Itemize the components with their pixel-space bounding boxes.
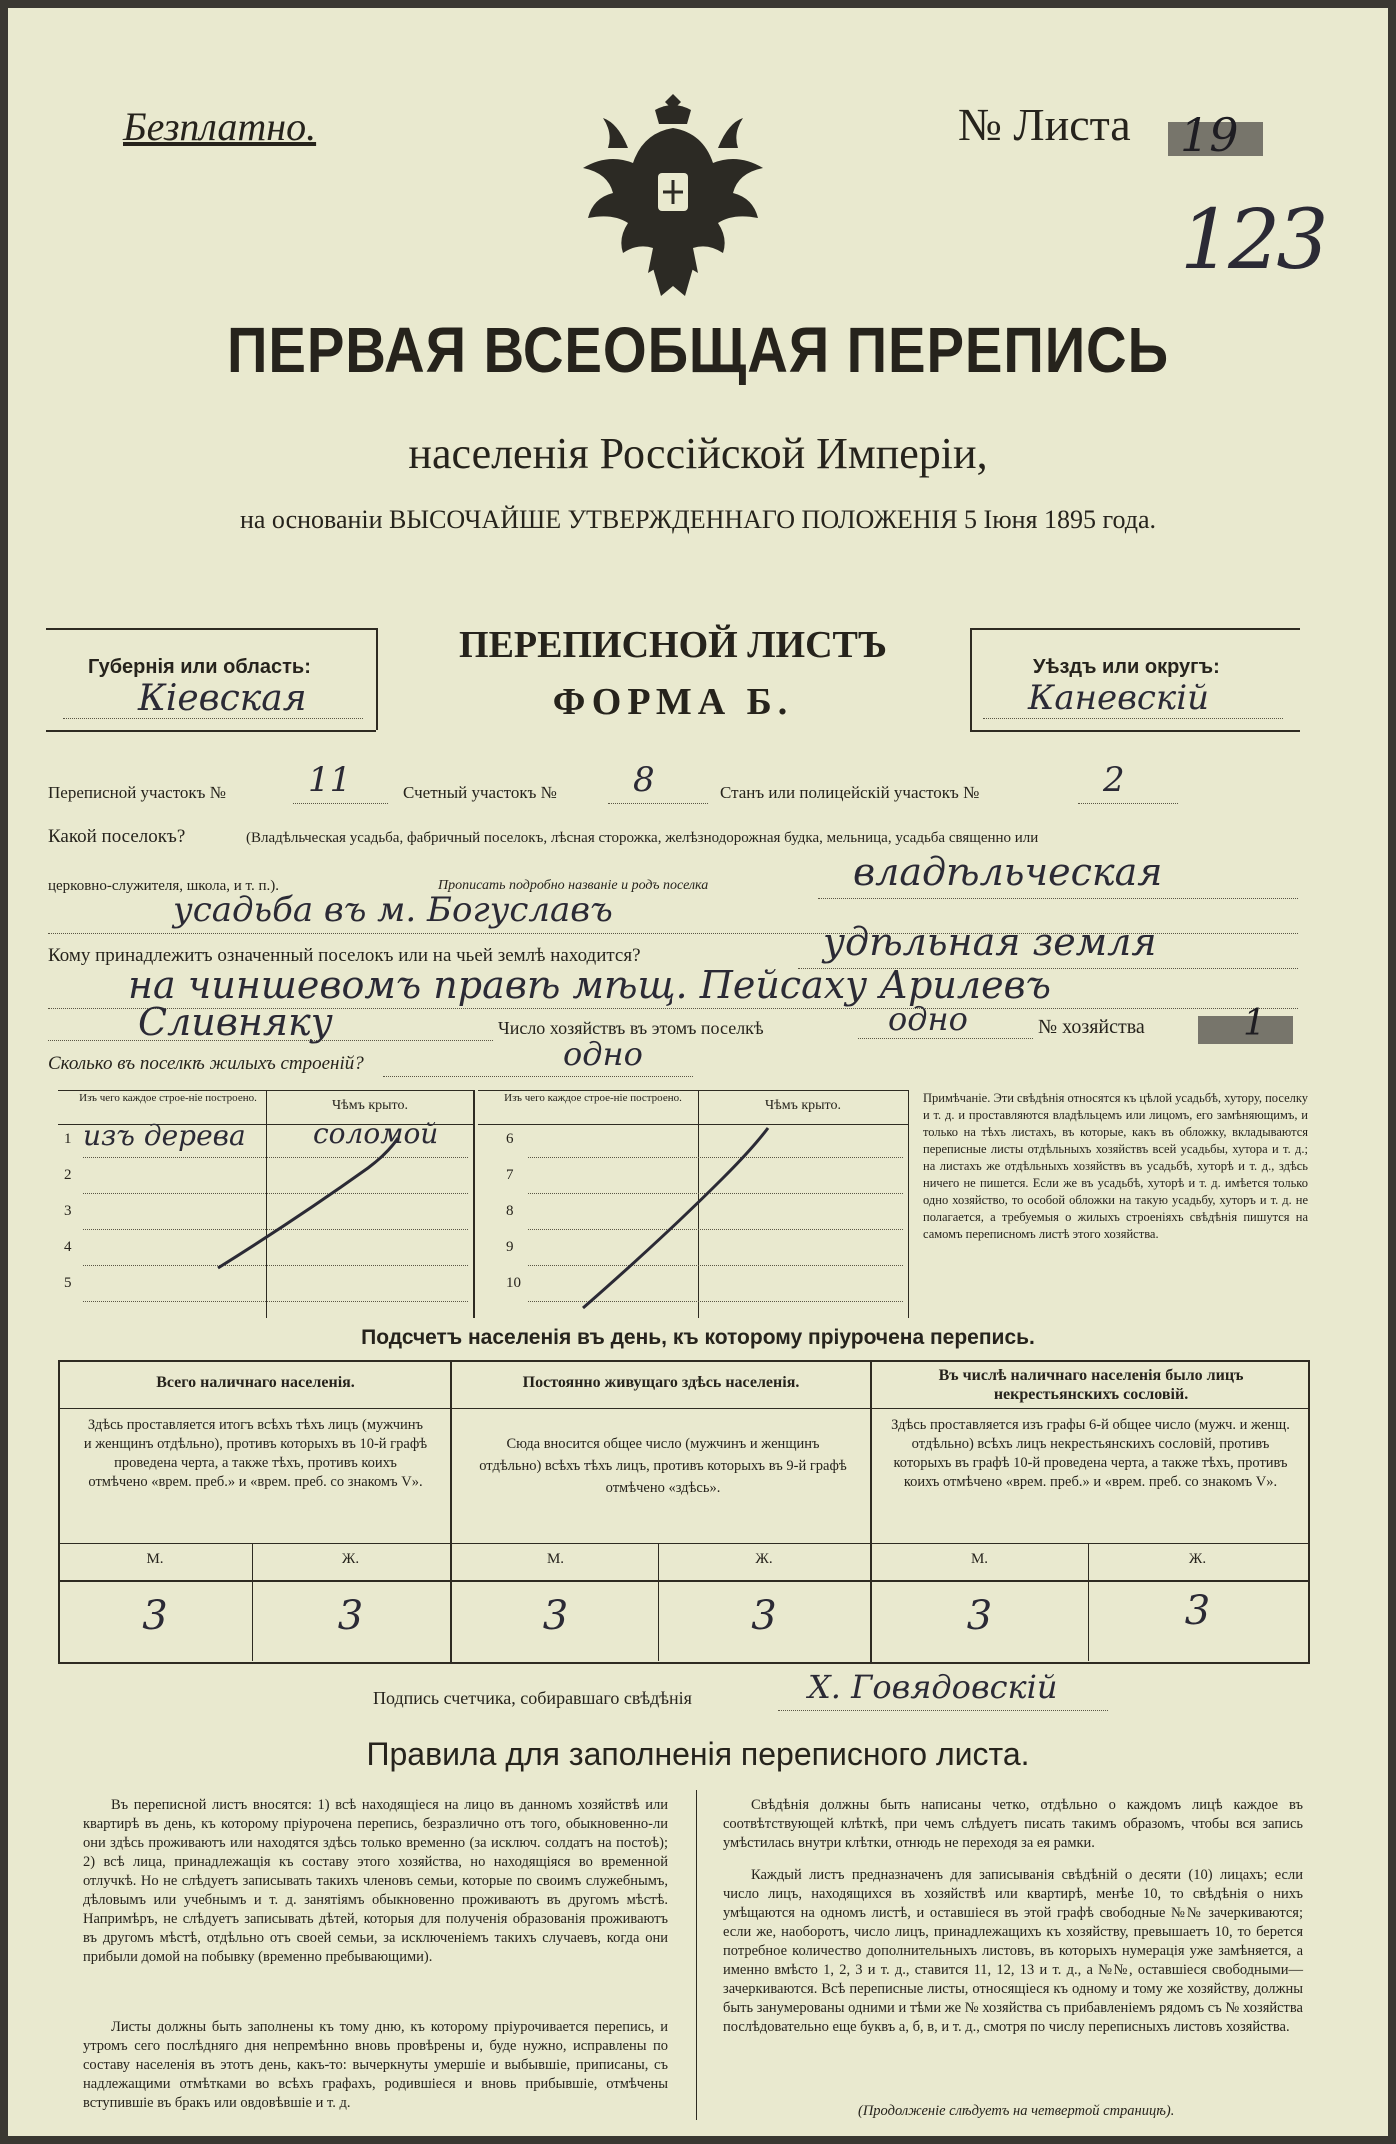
pop-m-1: М. [146,1551,164,1567]
settlement-value-1: владѣльческая [853,850,1163,894]
bt-right-row-number: 7 [506,1167,514,1183]
pop-div-1 [450,1360,452,1662]
archive-number: 123 [1180,193,1325,288]
population-heading: Подсчетъ населенія въ день, къ которому пріурочена перепись. [361,1326,1035,1349]
pop-zh-3: Ж. [1188,1551,1207,1567]
pop-value-6: 3 [1184,1588,1211,1634]
free-label: Безплатно. [123,104,317,149]
form-type: ФОРМА Б. [552,681,794,723]
pop-sub-2 [658,1543,659,1661]
pop-value-2: 3 [337,1593,364,1639]
pop-col3-text: Здѣсь проставляется изъ графы 6-й общее число (мужч. и женщ. отдѣльно) всѣхъ лицъ некрестьянскихъ сословій, противъ которыхъ въ графѣ 10-й проведена черта, а также тѣхъ, противъ коихъ отмѣчено «врем. преб.» и «врем. преб. со знакомъ V». [891,1417,1290,1490]
note-text: Примѣчаніе. Эти свѣдѣнія относятся къ цѣлой усадьбѣ, хутору, поселку и т. д. и проставляются владѣльцемъ или лицомъ, его замѣняющимъ, и только на тѣхъ листахъ, въ которые, какъ въ обложку, вкладываются переписные листы отдѣльныхъ хозяйствъ всей усадьбы, хутора и т. д.; на листахъ же отдѣльныхъ хозяйствъ въ усадьбѣ, хуторѣ и т. д., здѣсь ничего не пишется. Если же въ усадьбѣ, хуторѣ и т. д. имѣется только одно хозяйство, то особой обложки на такую усадьбу, хуторъ и т. д. не полагается, а требуемыя о жилыхъ строеніяхъ свѣдѣнія пишутся на самомъ переписномъ листѣ этого хозяйства. [923,1091,1308,1241]
owner-question: Кому принадлежитъ означенный поселокъ или на чьей землѣ находится? [48,945,641,966]
signature-label: Подпись счетчика, собиравшаго свѣдѣнія [373,1688,692,1708]
bt-right-col1-header: Изъ чего каждое строе-ніе построено. [504,1092,682,1104]
pop-col1-text: Здѣсь проставляется итогъ всѣхъ тѣхъ лицъ (мужчинъ и женщинъ отдѣльно), противъ которыхъ въ 10-й графѣ проведена черта, а также тѣхъ, противъ коихъ отмѣчено «врем. преб.» и «врем. преб. со знакомъ V». [83,1417,428,1490]
settlement-hint-3: Прописать подробно названіе и родъ поселка [438,878,709,893]
census-section-label: Переписной участокъ № [48,783,226,802]
bt-left-row-number: 4 [64,1239,72,1255]
census-title: ПЕРВАЯ ВСЕОБЩАЯ ПЕРЕПИСЬ [227,314,1169,386]
pop-m-3: М. [970,1551,989,1567]
sheet-number-label: № Листа [958,99,1131,150]
household-number-value: 1 [1243,1003,1266,1044]
census-section-value: 11 [308,760,352,800]
owner-value-3: Сливняку [138,1000,333,1044]
count-section-label: Счетный участокъ № [403,783,557,802]
pop-zh-1: Ж. [341,1551,360,1567]
pop-m-2: М. [546,1551,565,1567]
count-section-value: 8 [633,760,655,800]
signature-value: Х. Говядовскій [808,1668,1058,1706]
settlement-value-2: усадьба въ м. Богуславъ [173,890,613,930]
bt-left-row-number: 3 [64,1203,72,1219]
bt-right-row-number: 6 [506,1131,514,1147]
rules-left-1: Въ переписной листъ вносятся: 1) всѣ находящіеся на лицо въ данномъ хозяйствѣ или квартирѣ въ день, къ которому пріурочена перепись, безразлично отъ того, обыкновенно-ли они здѣсь проживаютъ или находятся здѣсь только временно (за исключ. солдатъ на постоѣ); 2) всѣ лица, принадлежащія къ составу этого хозяйства, но находящіяся во временной отлучкѣ. Но не слѣдуетъ записывать такихъ членовъ семьи, которые по своимъ служебнымъ, дѣловымъ или учебнымъ и т. д. занятіямъ обыкновенно проживаютъ въ другомъ мѣстѣ. Напримѣръ, не слѣдуетъ записывать дѣтей, которыя для полученія образованія проживаютъ въ другомъ мѣстѣ, отдѣльно отъ своей семьи, за исключеніемъ такихъ случаевъ, когда они прибыли домой на побывку (временно пребывающими). [83,1797,668,1965]
owner-value-2: на чиншевомъ правѣ мѣщ. Пейсаху Арилевъ [128,963,1052,1007]
rules-divider [696,1790,697,2120]
stan-value: 2 [1103,760,1125,800]
rules-right-1: Свѣдѣнія должны быть написаны четко, отдѣльно о каждомъ лицѣ каждое въ соотвѣтствующей клѣткѣ, при чемъ слѣдуетъ писать такимъ образомъ, чтобы вся запись умѣстилась внутри клѣтки, отнюдь не переходя за ея рамки. [723,1797,1303,1851]
bt-right-row-number: 9 [506,1239,514,1255]
census-sheet [8,8,1388,2136]
census-basis: на основаніи ВЫСОЧАЙШЕ УТВЕРЖДЕННАГО ПОЛОЖЕНІЯ 5 Іюня 1895 года. [239,505,1157,534]
stan-label: Станъ или полицейскій участокъ № [720,783,980,802]
buildings-value: одно [563,1035,643,1073]
bt-left-row-number: 5 [64,1275,72,1291]
gubernia-value: Кіевская [138,678,307,719]
pop-value-5: 3 [966,1593,993,1639]
pop-col3-title: Въ числѣ наличнаго населенія было лицъ некрестьянскихъ сословій. [938,1367,1244,1403]
pop-col1-title: Всего наличнаго населенія. [156,1374,355,1391]
form-name: ПЕРЕПИСНОЙ ЛИСТЪ [459,624,887,666]
rules-right-2: Каждый листъ предназначенъ для записыванія свѣдѣній о десяти (10) лицахъ; если число лицъ, находящихся въ хозяйствѣ или квартирѣ, менѣе 10, то свѣдѣнія о нихъ умѣщаются на одномъ листѣ, и оставшіеся въ этой графѣ свободные №№ зачеркиваются; если же, наоборотъ, число лицъ, принадлежащихъ къ хозяйству, превышаетъ 10, то берется потребное количество дополнительныхъ листовъ, въ которыхъ нумерація уже замѣняется, а именно вмѣсто 1, 2, 3 и т. д., ставится 11, 12, 13 и т. д., а №№, оставшіеся свободными—зачеркиваются. Всѣ переписные листы, относящіеся къ одному и тому же хозяйству, должны быть занумерованы одними и тѣми же № хозяйства съ прибавленіемъ рядомъ съ № хозяйства послѣдовательно еще буквъ а, б, в, и т. д., смотря по числу переписныхъ листовъ хозяйства. [723,1867,1303,2035]
household-number-label: № хозяйства [1038,1016,1145,1038]
signature-line [778,1710,1108,1711]
settlement-hint-1: (Владѣльческая усадьба, фабричный поселокъ, лѣсная сторожка, желѣзнодорожная будка, мельница, усадьба священно или [246,830,1039,846]
households-label: Число хозяйствъ въ этомъ поселкѣ [498,1018,764,1038]
pop-rule-mzh [58,1580,1308,1582]
bt-left-col1-header: Изъ чего каждое строе-ніе построено. [79,1092,257,1104]
pop-rule-text [58,1543,1308,1544]
gubernia-label: Губернія или область: [88,656,311,678]
pop-col2-title: Постоянно живущаго здѣсь населенія. [522,1374,800,1391]
settlement-question: Какой поселокъ? [48,826,186,847]
rules-left-2: Листы должны быть заполнены къ тому дню, къ которому пріурочивается перепись, и утромъ сего послѣдняго дня непремѣнно вновь провѣрены и, буде нужно, исправлены по составу населенія въ этотъ день, какъ-то: вычеркнуты умершіе и выбывшіе, приписаны, съ надлежащими отмѣтками во всѣхъ графахъ, родившіеся и вновь прибывшіе, отмѣчены вступившіе въ бракъ или овдовѣвшіе и т. д. [83,2019,668,2111]
pop-value-1: 3 [142,1593,168,1639]
buildings-question: Сколько въ поселкѣ жилыхъ строеній? [48,1053,364,1074]
bt-right-row-number: 10 [506,1275,521,1291]
bt-left-row-roof: соломой [313,1117,439,1150]
households-value: одно [888,1000,968,1038]
bt-left-row-number: 2 [64,1167,72,1183]
pop-value-3: 3 [542,1593,569,1639]
owner-value-1: удѣльная земля [823,920,1157,964]
pop-rule-title [58,1408,1308,1409]
bt-left-col2-header: Чѣмъ крыто. [332,1098,408,1113]
pop-zh-2: Ж. [755,1551,773,1567]
uezd-label: Уѣздъ или округъ: [1033,656,1220,678]
bt-right-col2-header: Чѣмъ крыто. [765,1098,841,1113]
rules-title: Правила для заполненія переписного листа. [366,1736,1030,1772]
pop-col2-text: Сюда вносится общее число (мужчинъ и женщинъ отдѣльно) всѣхъ тѣхъ лицъ, противъ которыхъ въ 9-й графѣ отмѣчено «здѣсь». [479,1436,847,1496]
pop-value-4: 3 [751,1593,777,1639]
bt-left-row-material: изъ дерева [83,1119,246,1152]
pop-sub-3 [1088,1543,1089,1661]
census-subtitle: населенія Россійской Имперіи, [408,429,988,478]
rules-continued: (Продолженіе слѣдуетъ на четвертой страницѣ). [858,2103,1175,2119]
bt-right-row-number: 8 [506,1203,514,1219]
bt-left-row-number: 1 [64,1131,72,1147]
pop-div-2 [870,1360,872,1662]
sheet-number-handwritten: 19 [1180,108,1239,162]
settlement-hint-2: церковно-служителя, школа, и т. п.). [48,878,279,894]
uezd-value: Каневскій [1028,678,1210,718]
